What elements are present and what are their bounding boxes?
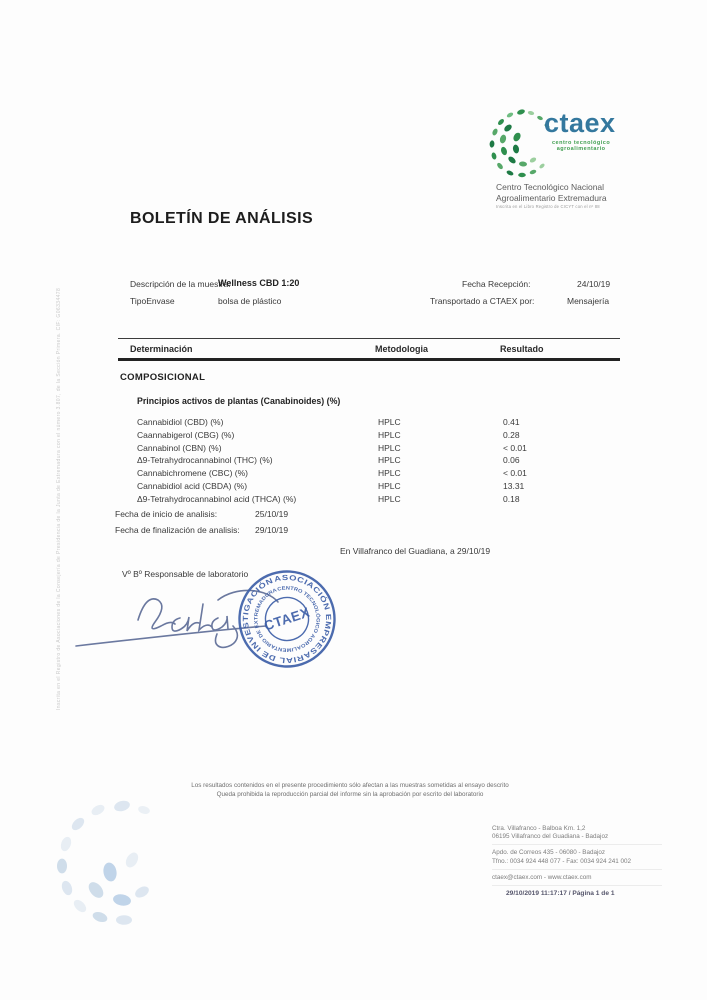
footer-address: Ctra. Villafranco - Balboa Km. 1,2 06195 Villafranco del Guadiana - Badajoz	[492, 825, 662, 845]
ctaex-registry-line: Inscrita en el Libro Registro de CICYT con el nº 88	[496, 204, 600, 209]
print-timestamp-page: 29/10/2019 11:17:17 / Página 1 de 1	[506, 890, 615, 898]
stamp-ring-outer-text: ASOCIACIÓN EMPRESARIAL DE INVESTIGACIÓN	[240, 572, 334, 666]
side-registry-note: Inscrita en el Registro de Asociaciones de la Consejería de Presidencia de la Junta de Extremadura con el número 3.807, de la Sección Primera. CIF: G06334478	[56, 287, 62, 710]
footer-contact-block	[492, 825, 662, 897]
table-row: Δ9-Tetrahydrocannabinol (THC) (%) HPLC 0.06	[137, 455, 520, 466]
table-top-rule	[118, 338, 620, 339]
ctaex-brand-text: ctaex	[544, 108, 616, 138]
analysis-end-value: 29/10/19	[255, 525, 289, 535]
footer-postal-phone: Apdo. de Correos 435 - 06080 - Badajoz Tfno.: 0034 924 448 077 - Fax: 0034 924 241 002	[492, 849, 662, 869]
reception-date-value: 24/10/19	[577, 279, 611, 289]
section-composicional: COMPOSICIONAL	[120, 372, 206, 383]
sample-description-value: Wellness CBD 1:20	[218, 278, 300, 288]
approver-label: Vº Bº Responsable de laboratorio	[122, 569, 249, 579]
table-row: Cannabinol (CBN) (%) HPLC < 0.01	[137, 442, 527, 453]
ctaex-globe-watermark-icon	[52, 796, 202, 936]
analysis-end-label: Fecha de finalización de analisis:	[115, 525, 240, 535]
table-row: Cannabidiol acid (CBDA) (%) HPLC 13.31	[137, 480, 525, 491]
footer-web-contact: ctaex@ctaex.com - www.ctaex.com	[492, 874, 662, 886]
reception-date-label: Fecha Recepción:	[462, 279, 531, 289]
package-type-value: bolsa de plástico	[218, 296, 282, 306]
column-header-methodology: Metodologia	[375, 344, 428, 354]
ctaex-org-name: Centro Tecnológico Nacional Agroalimentario Extremadura	[496, 182, 607, 203]
table-header-rule	[118, 358, 620, 361]
results-rows	[120, 417, 630, 507]
disclaimer-line-2: Queda prohibida la reproducción parcial del informe sin la aprobación por escrito del laboratorio	[216, 790, 484, 798]
table-row: Cannabichromene (CBC) (%) HPLC < 0.01	[137, 468, 527, 479]
column-header-determination: Determinación	[130, 344, 193, 354]
sample-description-label: Descripción de la muestra:	[130, 279, 231, 289]
transport-label: Transportado a CTAEX por:	[430, 296, 535, 306]
analysis-start-label: Fecha de inicio de analisis:	[115, 509, 218, 519]
table-row: Cannabidiol (CBD) (%) HPLC 0.41	[137, 417, 520, 427]
transport-value: Mensajería	[567, 296, 610, 306]
ctaex-tagline: centro tecnológico agroalimentario	[552, 140, 611, 152]
column-header-result: Resultado	[500, 344, 544, 354]
place-and-date-line: En Villafranco del Guadiana, a 29/10/19	[340, 546, 491, 556]
stamp-center-text: CTAEX	[262, 604, 312, 634]
table-row: Δ9-Tetrahydrocannabinol acid (THCA) (%) HPLC 0.18	[137, 493, 520, 504]
package-type-label: TipoEnvase	[130, 296, 175, 306]
table-row: Caannabigerol (CBG) (%) HPLC 0.28	[137, 429, 520, 440]
subsection-active-principles: Principios activos de plantas (Canabinoides) (%)	[137, 396, 341, 406]
document-title: BOLETÍN DE ANÁLISIS	[130, 210, 314, 227]
disclaimer-line-1: Los resultados contenidos en el presente procedimiento sólo afectan a las muestras sometidas al ensayo descrito	[191, 782, 509, 789]
analysis-start-value: 25/10/19	[255, 509, 289, 519]
stamp-ring-inner-text: CENTRO TECNOLÓGICO AGROALIMENTARIO DE EXTREMADURA	[253, 585, 321, 653]
